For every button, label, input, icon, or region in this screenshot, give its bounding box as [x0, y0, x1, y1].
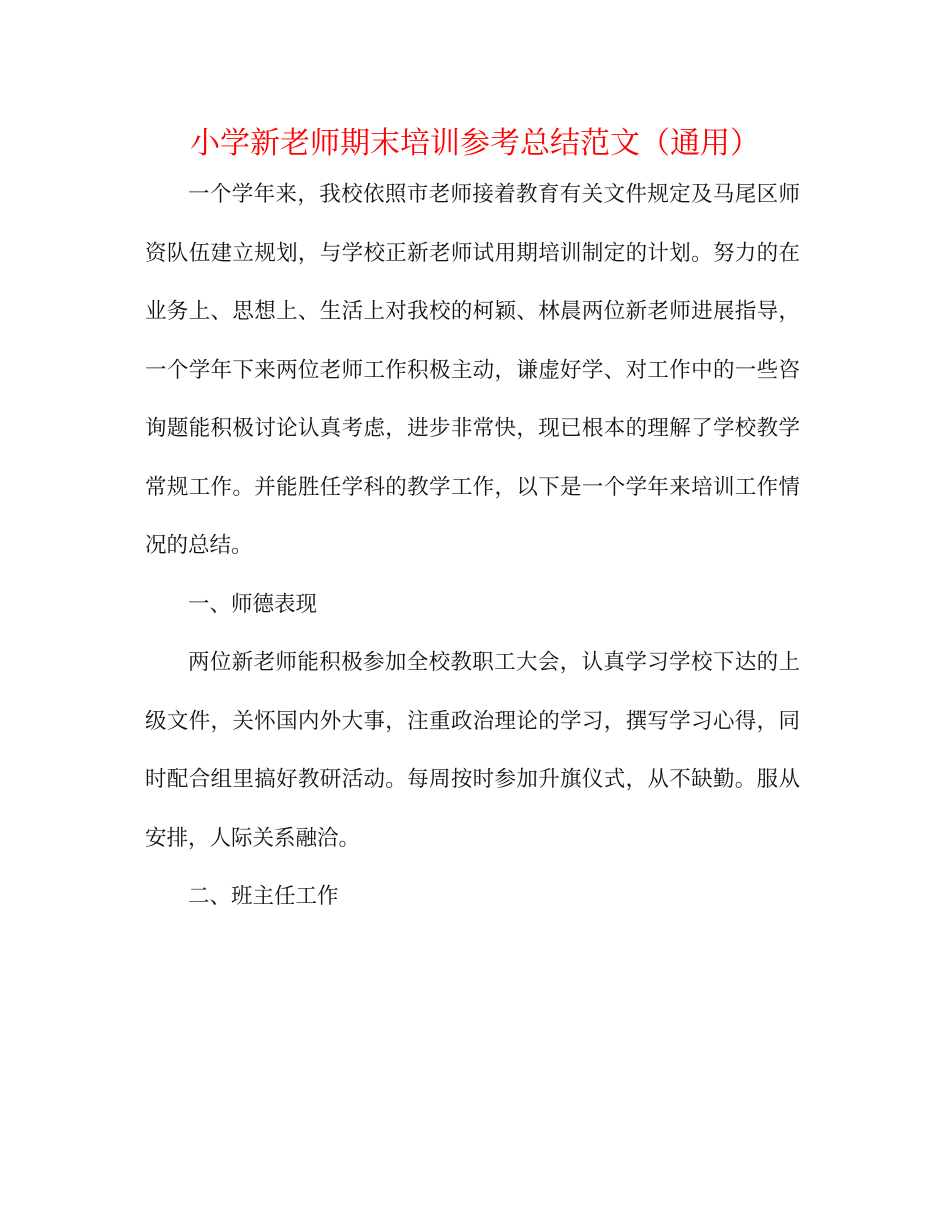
ethics-paragraph: 两位新老师能积极参加全校教职工大会，认真学习学校下达的上级文件，关怀国内外大事，注重政治理论的学习，撰写学习心得，同时配合组里搞好教研活动。每周按时参加升旗仪式，从不缺勤。服从安排，人际关系融洽。 — [145, 650, 800, 851]
document-title: 小学新老师期末培训参考总结范文（通用） — [190, 126, 760, 161]
section-heading-class-teacher: 二、班主任工作 — [188, 884, 339, 909]
intro-paragraph: 一个学年来，我校依照市老师接着教育有关文件规定及马尾区师资队伍建立规划，与学校正新老师试用期培训制定的计划。努力的在业务上、思想上、生活上对我校的柯颖、林晨两位新老师进展指导，一个学年下来两位老师工作积极主动，谦虚好学、对工作中的一些咨询题能积极讨论认真考虑，进步非常快，现已根本的理解了学校教学常规工作。并能胜任学科的教学工作，以下是一个学年来培训工作情况的总结。 — [145, 182, 800, 558]
section-heading-ethics: 一、师德表现 — [188, 591, 318, 617]
document-body — [145, 166, 800, 927]
